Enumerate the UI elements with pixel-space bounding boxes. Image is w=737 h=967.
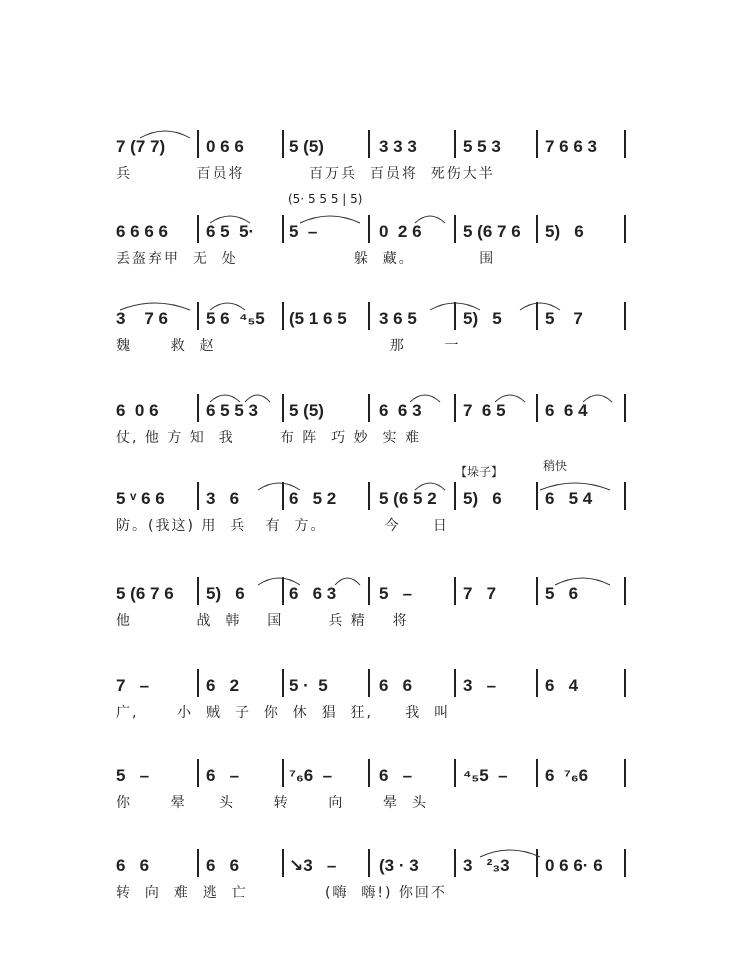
measure-notes: 5 6 <box>545 584 579 603</box>
bar-line <box>536 394 538 422</box>
lyric-row <box>0 336 737 358</box>
measure-notes: 5 7 <box>545 309 583 328</box>
measure-notes: 6 6 <box>379 676 413 695</box>
bar-line <box>197 849 199 877</box>
score-annotation: 【垛子】 <box>455 465 504 479</box>
notation-row <box>0 675 737 697</box>
bar-line <box>282 759 284 787</box>
notation-row <box>0 221 737 243</box>
bar-line <box>282 394 284 422</box>
bar-line <box>624 669 626 697</box>
measure-notes: 6 6 4 <box>545 401 588 420</box>
bar-line <box>536 130 538 158</box>
bar-line <box>282 482 284 510</box>
measure-notes: ⁴₅5 – <box>463 766 508 785</box>
measure-notes: 5) 5 <box>463 309 502 328</box>
notation-row <box>0 855 737 877</box>
score-system <box>0 192 737 281</box>
measure-notes: 5) 6 <box>206 584 245 603</box>
bar-line <box>536 302 538 330</box>
notation-row <box>0 488 737 510</box>
bar-line <box>624 394 626 422</box>
bar-line <box>536 482 538 510</box>
measure-notes: 0 2 6 <box>379 222 422 241</box>
bar-line <box>197 482 199 510</box>
notation-row <box>0 583 737 605</box>
measure-notes: 5) 6 <box>545 222 584 241</box>
lyric-text: 丢盔弃甲 无 处 躲 藏。 围 <box>116 251 496 267</box>
score-system <box>0 855 737 915</box>
lyric-text: 仗, 他 方 知 我 布 阵 巧 妙 实 难 <box>116 430 422 446</box>
lyric-row <box>0 164 737 186</box>
measure-notes: 7 (7 7) <box>116 137 166 156</box>
lyric-text: 兵 百员将 百万兵 百员将 死伤大半 <box>116 166 495 182</box>
bar-line <box>624 215 626 243</box>
bar-line <box>454 394 456 422</box>
measure-notes: 6 – <box>379 766 413 785</box>
lyric-text: 魏 救 赵 那 一 <box>116 338 461 354</box>
score-annotation: 稍快 <box>543 459 568 473</box>
bar-line <box>282 577 284 605</box>
bar-line <box>624 759 626 787</box>
score-system <box>0 308 737 368</box>
bar-line <box>368 849 370 877</box>
score-system <box>0 675 737 735</box>
measure-notes: 5 – <box>379 584 413 603</box>
bar-line <box>624 482 626 510</box>
bar-line <box>536 215 538 243</box>
measure-notes: 5 (6 7 6 <box>116 584 174 603</box>
notation-row <box>0 308 737 330</box>
lyric-row <box>0 249 737 271</box>
measure-notes: (5 1 6 5 <box>289 309 347 328</box>
measure-notes: 6 ⁷₆6 <box>545 766 589 785</box>
bar-line <box>454 759 456 787</box>
measure-notes: 5) 6 <box>463 489 502 508</box>
score-system <box>0 400 737 460</box>
bar-line <box>282 302 284 330</box>
measure-notes: 5 (6 5 2 <box>379 489 437 508</box>
notation-row <box>0 400 737 422</box>
measure-notes: 5 6 ⁴₅5 <box>206 309 265 328</box>
measure-notes: 6 6 3 <box>379 401 422 420</box>
measure-notes: 7 6 6 3 <box>545 137 597 156</box>
bar-line <box>197 669 199 697</box>
score-system <box>0 136 737 196</box>
lyric-row <box>0 428 737 450</box>
lyric-row <box>0 611 737 633</box>
measure-notes: 3 ²₃3 <box>463 856 510 875</box>
bar-line <box>624 130 626 158</box>
bar-line <box>368 669 370 697</box>
measure-notes: 3 3 3 <box>379 137 417 156</box>
measure-notes: 6 5 5 3 <box>206 401 258 420</box>
lyric-text: 他 战 韩 国 兵 精 将 <box>116 613 409 629</box>
measure-notes: 6 4 <box>545 676 579 695</box>
score-system <box>0 583 737 643</box>
measure-notes: 7 – <box>116 676 150 695</box>
notation-row <box>0 136 737 158</box>
bar-line <box>197 577 199 605</box>
lyric-row <box>0 793 737 815</box>
measure-notes: 0 6 6· 6 <box>545 856 603 875</box>
score-annotation: (5· 5 5 5 | 5) <box>288 192 363 206</box>
bar-line <box>536 577 538 605</box>
measure-notes: 6 6 <box>206 856 240 875</box>
bar-line <box>282 215 284 243</box>
bar-line <box>368 302 370 330</box>
measure-notes: ⁷₆6 – <box>289 766 333 785</box>
measure-notes: 6 5 4 <box>545 489 593 508</box>
notation-row <box>0 765 737 787</box>
measure-notes: 6 5 5· <box>206 222 255 241</box>
bar-line <box>454 669 456 697</box>
bar-line <box>454 577 456 605</box>
measure-notes: (3 · 3 <box>379 856 419 875</box>
lyric-text: 转 向 难 逃 亡 (嗨 嗨!) 你回不 <box>116 885 447 901</box>
measure-notes: 5 (5) <box>289 137 324 156</box>
measure-notes: 3 6 5 <box>379 309 417 328</box>
bar-line <box>197 130 199 158</box>
bar-line <box>368 759 370 787</box>
bar-line <box>368 394 370 422</box>
lyric-text: 广, 小 贼 子 你 休 猖 狂, 我 叫 <box>116 705 451 721</box>
bar-line <box>536 849 538 877</box>
bar-line <box>197 394 199 422</box>
measure-notes: 5 ᵛ 6 6 <box>116 489 165 508</box>
bar-line <box>624 849 626 877</box>
bar-line <box>197 302 199 330</box>
bar-line <box>536 759 538 787</box>
measure-notes: 3 6 <box>206 489 240 508</box>
bar-line <box>197 215 199 243</box>
bar-line <box>536 669 538 697</box>
measure-notes: 6 2 <box>206 676 240 695</box>
bar-line <box>368 577 370 605</box>
measure-notes: 5 – <box>116 766 150 785</box>
measure-notes: 6 0 6 <box>116 401 159 420</box>
bar-line <box>624 302 626 330</box>
bar-line <box>624 577 626 605</box>
score-system <box>0 765 737 825</box>
bar-line <box>454 130 456 158</box>
measure-notes: 6 6 3 <box>289 584 337 603</box>
measure-notes: ↘3 – <box>289 856 337 875</box>
score-system <box>0 459 737 548</box>
bar-line <box>368 130 370 158</box>
lyric-row <box>0 703 737 725</box>
bar-line <box>454 482 456 510</box>
measure-notes: 6 – <box>206 766 240 785</box>
measure-notes: 0 6 6 <box>206 137 244 156</box>
measure-notes: 5 (6 7 6 <box>463 222 521 241</box>
measure-notes: 6 6 6 6 <box>116 222 168 241</box>
measure-notes: 6 5 2 <box>289 489 337 508</box>
measure-notes: 7 7 <box>463 584 497 603</box>
bar-line <box>368 215 370 243</box>
bar-line <box>282 130 284 158</box>
measure-notes: 3 – <box>463 676 497 695</box>
lyric-text: 防。(我这) 用 兵 有 方。 今 日 <box>116 518 449 534</box>
measure-notes: 7 6 5 <box>463 401 506 420</box>
bar-line <box>454 302 456 330</box>
lyric-text: 你 晕 头 转 向 晕 头 <box>116 795 428 811</box>
measure-notes: 3 7 6 <box>116 309 168 328</box>
bar-line <box>282 849 284 877</box>
bar-line <box>197 759 199 787</box>
measure-notes: 5 5 3 <box>463 137 501 156</box>
lyric-row <box>0 516 737 538</box>
measure-notes: 6 6 <box>116 856 150 875</box>
bar-line <box>454 849 456 877</box>
measure-notes: 5 – <box>289 222 318 241</box>
bar-line <box>368 482 370 510</box>
measure-notes: 5 · 5 <box>289 676 328 695</box>
bar-line <box>454 215 456 243</box>
bar-line <box>282 669 284 697</box>
lyric-row <box>0 883 737 905</box>
measure-notes: 5 (5) <box>289 401 324 420</box>
